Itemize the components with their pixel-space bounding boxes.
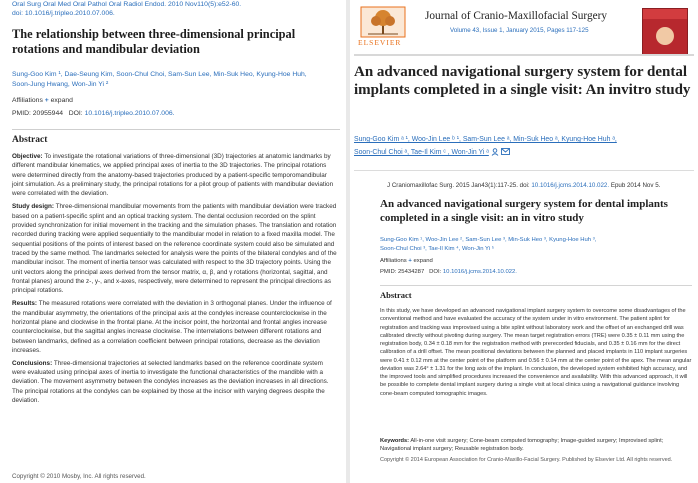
volume-info[interactable]: Volume 43, Issue 1, January 2015, Pages 117-125 [450,27,589,34]
author-line[interactable] [354,134,694,147]
affiliations-expand[interactable]: expand [50,97,73,104]
doi-label: DOI: [68,110,83,117]
abstract-body [12,152,338,409]
abstract-results [12,299,338,355]
conclusions-label: Conclusions: [12,359,53,367]
affiliations-label: Affiliations [12,97,43,104]
pmid-label: PMID: [12,110,31,117]
author-line[interactable]: Soon-Jung Hwang, Won-Jin Yi ² [12,81,109,88]
right-article-panel [350,0,698,483]
pmid-row [12,110,175,117]
abstract-conclusions [12,359,338,406]
doi-label: DOI: [429,269,442,275]
conclusions-text: Three-dimensional trajectories at selected landmarks based on the reference coordinate system were evaluated using principal axes of inertia to investigate the functional characteristics of the mandible with a deviation. The movement asymmetry between the condyles increases as the deviation increases in all directions. The principal rotations at the condyles can be explained by those at the incisor with varying degrees despite the deviation. [12,359,329,405]
results-label: Results: [12,300,38,308]
journal-source-line [387,182,660,189]
journal-cover-image[interactable] [642,8,688,56]
results-text: The measured rotations were correlated with the deviation in 3 orthogonal planes. Under the influence of the mandibular asymmetry, the orientations of the principal axis at the condyles increase counterclockwise in the horizontal plane and clockwise in the frontal plane. At the incisor point, the horizontal and frontal angles increase counterclockwise, but the sagittal angles increase clockwise. The interrelations between different rotations and between landmarks, defined as a correlation coefficient between principal rotations, decrease as the deviation increases. [12,300,332,354]
plus-icon[interactable]: + [44,97,51,104]
pmid-label: PMID: [380,269,397,275]
pubmed-author-list [380,236,692,255]
source-suffix: Epub 2014 Nov 5. [609,182,661,189]
author-names[interactable]: Sung-Goo Kim ᵃ ¹, Woo-Jin Lee ᵇ ¹, Sam-Sun Lee ᵃ, Min-Suk Heo ᵃ, Kyung-Hoe Huh ᵃ, [354,136,617,143]
abstract-heading: Abstract [380,290,412,300]
doi-top-link[interactable]: doi: 10.1016/j.tripleo.2010.07.006. [12,10,115,17]
design-text: Three-dimensional mandibular movements from the patients with mandibular deviation were tracked based on a patient-specific splint and an optical tracking system. The dental occlusion recorded on the splint provided synchronization for initial movement in the tracking and the simulation phases. The translation and rotation recorded during tracking were applied sequentially to the mandibular model in relation to a fixed maxilla model. The sequential positions of the points of interest based on the reference coordinate system could also be simulated and traced by the same method. The landmarks selected for analysis were the points of the bilateral condyles and of the mandibular incisor. The moment of inertia tensor was calculated with respect to the 3D trajectory points. Using the unit vectors along the principal axes derived from the tensor matrix, α, β, and γ rotations (horizontal, sagittal, and frontal planes) around the z-, y-, and x-axes, respectively, were determined to represent the principal directions as principal rotations. [12,203,337,295]
copyright: Copyright © 2014 European Association for Cranio-Maxillo-Facial Surgery. Published by Elsevier Ltd. All rights reserved. [380,457,673,463]
affiliations-expand[interactable]: expand [413,258,433,264]
abstract-heading: Abstract [12,135,48,145]
objective-label: Objective: [12,153,43,160]
author-line[interactable]: Soon-Chul Choi ³, Tae-Il Kim ⁴, Won-Jin Yi ⁵ [380,246,495,253]
cover-emblem [656,27,674,45]
design-label: Study design: [12,203,54,211]
author-names[interactable]: Soon-Chul Choi ᵃ, Tae-Il Kim ᶜ , Won-Jin Yi ᵃ [354,148,489,156]
journal-source-line[interactable]: Oral Surg Oral Med Oral Pathol Oral Radiol Endod. 2010 Nov110(5):e52-60. [12,1,242,8]
abstract-objective [12,152,338,199]
author-line[interactable]: Sung-Goo Kim ¹, Woo-Jin Lee ², Sam-Sun Lee ³, Min-Suk Heo ³, Kyung-Hoe Huh ³, [380,237,597,243]
doi-link[interactable]: 10.1016/j.tripleo.2010.07.006. [84,110,175,117]
keywords-label: Keywords: [380,438,410,444]
publisher-logo-text: ELSEVIER [358,38,402,47]
source-prefix: J Craniomaxillofac Surg. 2015 Jan43(1):117-25. doi: [387,182,532,189]
divider [12,129,340,130]
keywords-text: All-in-one visit surgery; Cone-beam computed tomography; Image-guided surgery; Improvised splint; Navigational implant surgery; Reusable registration body. [380,438,664,453]
author-line[interactable] [354,147,694,160]
copyright: Copyright © 2010 Mosby, Inc. All rights reserved. [12,473,146,480]
author-line[interactable]: Sung-Goo Kim ¹, Dae-Seung Kim, Soon-Chul Choi, Sam-Sun Lee, Min-Suk Heo, Kyung-Hoe Huh, [12,71,307,78]
pmid-value: 25434287 [398,269,425,275]
divider [380,285,692,286]
mail-icon[interactable] [501,148,510,155]
affiliations-row[interactable] [12,97,73,104]
abstract-design [12,202,338,295]
author-list [12,70,342,90]
article-title: An advanced navigational surgery system for dental implants completed in a single visit: An invitro study [354,64,691,98]
pmid-value: 20955944 [32,110,64,117]
source-doi-link[interactable]: 10.1016/j.jcms.2014.10.022. [531,182,610,189]
keywords [380,437,692,454]
journal-name[interactable]: Journal of Cranio-Maxillofacial Surgery [425,10,608,22]
affiliations-label: Affiliations [380,258,407,264]
divider [354,54,694,56]
affiliations-row[interactable] [380,258,433,264]
divider [354,170,694,171]
person-icon[interactable] [491,148,499,156]
author-list [354,134,694,159]
pmid-row [380,269,517,275]
cover-band [643,9,687,19]
objective-text: To investigate the rotational variations of three-dimensional (3D) trajectories at anatomic landmarks by different mandibular kinematics, we applied principal axes of inertia to the 3D trajectories. The principal rotations were determined directly from the anatomy-based trajectories produced by a patient-specific temporomandibular joint simulation. As a preliminary study, the principal rotations for a pilot group of patients with mandibular deviation were correlated with the deviation. [12,153,334,198]
doi-link[interactable]: 10.1016/j.jcms.2014.10.022. [442,269,517,275]
article-title: The relationship between three-dimensional principal rotations and mandibular deviation [12,27,296,56]
pubmed-article-title: An advanced navigational surgery system for dental implants completed in a single visit: an in vitro study [380,198,668,224]
left-article-panel [0,0,346,483]
abstract-body: In this study, we have developed an advanced navigational implant surgery system to overcome some disadvantages of the conventional method and have evaluated the accuracy of the system under in vitro environment. The patient splint for registration and tracking was improvised using a bite splint without laboratory work and the offset of an exchanged drill was calibrated directly without pivoting during surgery. The mean target registration errors (TRE) were 0.35 ± 0.11 mm using the registration body, 0.34 ± 0.18 mm for the registration method with prerecorded fiducials, and 0.35 ± 0.16 mm for the direct calibration of a drill offset. The mean positional deviations between the planned and placed implants in 110 implant surgeries were 0.41 ± 0.12 mm at the center point of the platform and 0.56 ± 0.14 mm at the center point of the apex. The mean angular deviation was 2.64° ± 1.31 for the long axis of the implant. In conclusion, the developed system exhibited high accuracy, and the improved tools and simplified procedures increased the convenience and availability. With this advanced approach, it will be possible to complete dental implant surgery during a single visit at local clinics using a navigational guidance involving cone-beam computed tomographic images. [380,308,692,397]
plus-icon[interactable]: + [408,258,414,264]
